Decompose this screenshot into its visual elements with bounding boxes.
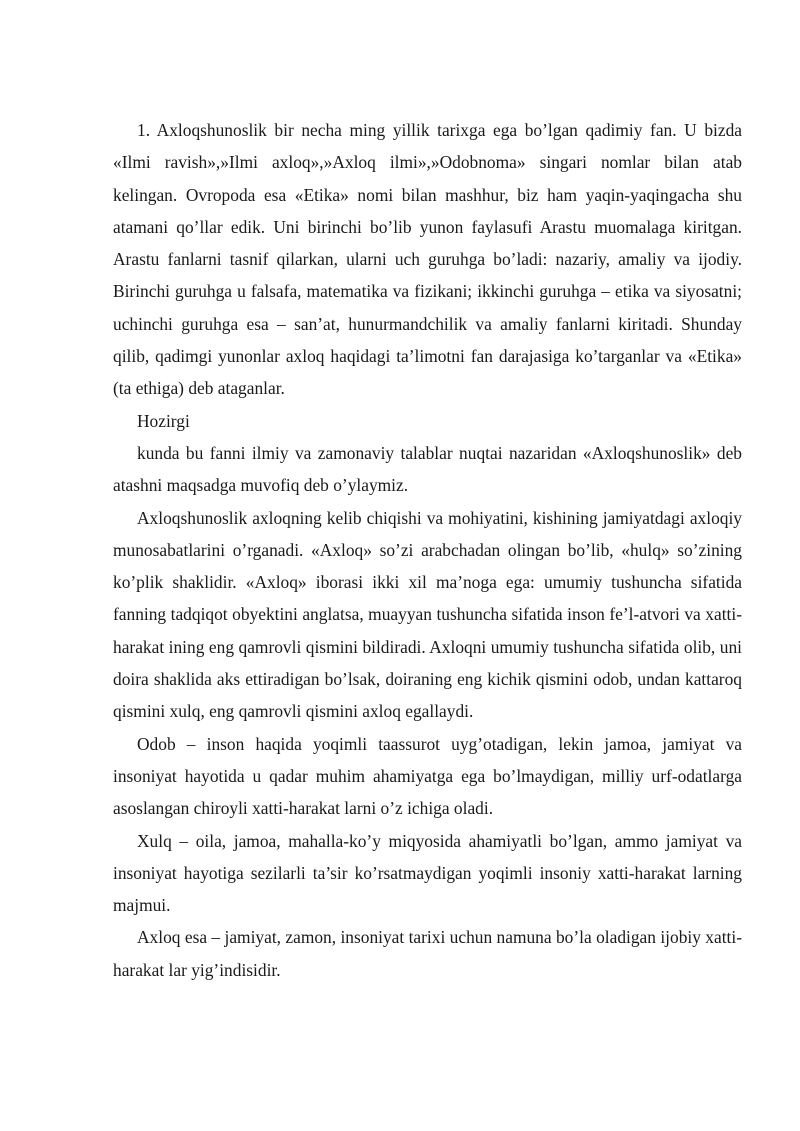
paragraph-xulq: Xulq – oila, jamoa, mahalla-ko’y miqyosida ahamiyatli bo’lgan, ammo jamiyat va insoniyat hayotiga sezilarli ta’sir ko’rsatmaydigan yoqimli insoniy xatti-harakat larning majmui. bbox=[113, 830, 742, 916]
paragraph-axloqshunoslik: Axloqshunoslik axloqning kelib chiqishi va mohiyatini, kishining jamiyatdagi axloqiy munosabatlarini o’rganadi. «Axloq» so’zi arabchadan olingan bo’lib, «hulq» so’zining ko’plik shaklidir. «Axloq» iborasi ikki xil ma’noga ega: umumiy tushuncha sifatida fanning tadqiqot obyektini anglatsa, muayyan tushuncha sifatida inson fe’l-atvori va xatti-harakat ining eng qamrovli qismini bildiradi. Axloqni umumiy tushuncha sifatida olib, uni doira shaklida aks ettiradigan bo’lsak, doiraning eng kichik qismini odob, undan kattaroq qismini xulq, eng qamrovli qismini axloq egallaydi. bbox=[113, 507, 742, 722]
paragraph-hozirgi: Hozirgi bbox=[137, 410, 190, 431]
document-body bbox=[113, 114, 742, 986]
paragraph-intro: 1. Axloqshunoslik bir necha ming yillik tarixga ega bo’lgan qadimiy fan. U bizda «Ilmi ravish»,»Ilmi axloq»,»Axloq ilmi»,»Odobnoma» singari nomlar bilan atab kelingan. Ovropoda esa «Etika» nomi bilan mashhur, biz ham yaqin-yaqingacha shu atamani qo’llar edik. Uni birinchi bo’lib yunon faylasufi Arastu muomalaga kiritgan. Arastu fanlarni tasnif qilarkan, ularni uch guruhga bo’ladi: nazariy, amaliy va ijodiy. Birinchi guruhga u falsafa, matematika va fizikani; ikkinchi guruhga – etika va siyosatni; uchinchi guruhga esa – san’at, hunurmandchilik va amaliy fanlarni kiritadi. Shunday qilib, qadimgi yunonlar axloq haqidagi ta’limotni fan darajasiga ko’targanlar va «Etika» (ta ethiga) deb ataganlar. bbox=[113, 120, 742, 399]
paragraph-odob: Odob – inson haqida yoqimli taassurot uyg’otadigan, lekin jamoa, jamiyat va insoniyat hayotida u qadar muhim ahamiyatga ega bo’lmaydigan, milliy urf-odatlarga asoslangan chiroyli xatti-harakat larni o’z ichiga oladi. bbox=[113, 733, 742, 819]
paragraph-axloq: Axloq esa – jamiyat, zamon, insoniyat tarixi uchun namuna bo’la oladigan ijobiy xatti-harakat lar yig’indisidir. bbox=[113, 927, 742, 980]
paragraph-kunda: kunda bu fanni ilmiy va zamonaviy talablar nuqtai nazaridan «Axloqshunoslik» deb atashni maqsadga muvofiq deb o’ylaymiz. bbox=[113, 442, 742, 496]
